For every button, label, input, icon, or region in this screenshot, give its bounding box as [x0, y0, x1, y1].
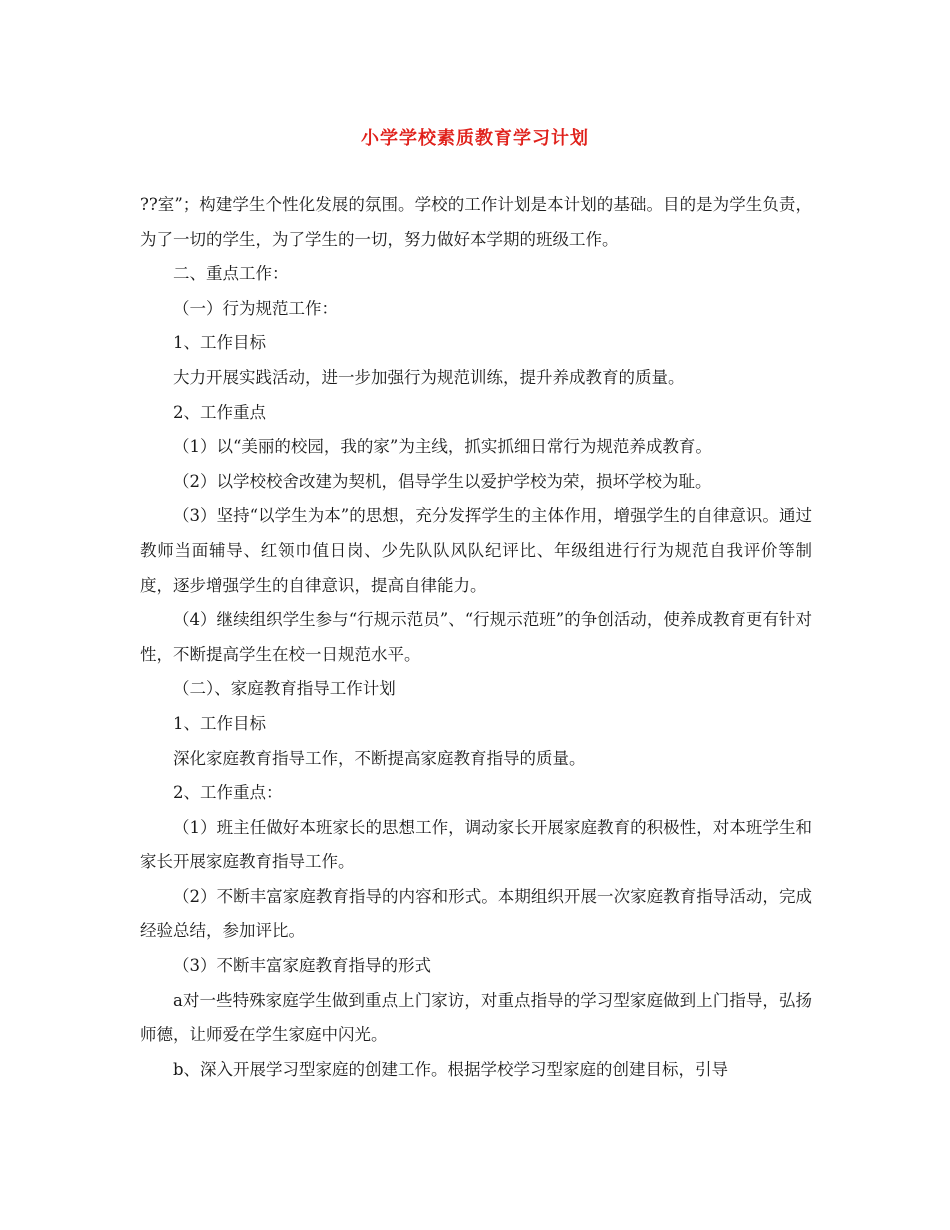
- list-item: （3）坚持“以学生为本”的思想，充分发挥学生的主体作用，增强学生的自律意识。通过教师当面辅导、红领巾值日岗、少先队队风队纪评比、年级组进行行为规范自我评价等制度，逐步增强学生的自律意识，提高自律能力。: [140, 506, 812, 595]
- document-body: [140, 188, 812, 1087]
- list-item: b、深入开展学习型家庭的创建工作。根据学校学习型家庭的创建目标，引导: [173, 1059, 729, 1079]
- item-heading: 2、工作重点：: [173, 783, 283, 803]
- document-title: 小学学校素质教育学习计划: [361, 128, 589, 149]
- item-heading: 1、工作目标: [173, 713, 266, 733]
- paragraph: ??室”；构建学生个性化发展的氛围。学校的工作计划是本计划的基础。目的是为学生负责，为了一切的学生，为了学生的一切，努力做好本学期的班级工作。: [140, 195, 812, 249]
- list-item: （1）班主任做好本班家长的思想工作，调动家长开展家庭教育的积极性，对本班学生和家长开展家庭教育指导工作。: [140, 817, 812, 872]
- section-heading: 二、重点工作：: [173, 264, 289, 284]
- list-item: （3）不断丰富家庭教育指导的形式: [173, 956, 431, 976]
- paragraph: 大力开展实践活动，进一步加强行为规范训练，提升养成教育的质量。: [173, 367, 685, 387]
- list-item: （2）以学校校舍改建为契机，倡导学生以爱护学校为荣，损坏学校为耻。: [173, 471, 712, 491]
- list-item: （1）以“美丽的校园，我的家”为主线，抓实抓细日常行为规范养成教育。: [173, 437, 712, 457]
- subsection-heading: （二）、家庭教育指导工作计划: [173, 679, 396, 699]
- list-item: a对一些特殊家庭学生做到重点上门家访，对重点指导的学习型家庭做到上门指导，弘扬师德，让师爱在学生家庭中闪光。: [140, 990, 812, 1045]
- list-item: （2）不断丰富家庭教育指导的内容和形式。本期组织开展一次家庭教育指导活动，完成经验总结，参加评比。: [140, 886, 812, 941]
- item-heading: 2、工作重点: [173, 402, 266, 422]
- list-item: （4）继续组织学生参与“行规示范员”、“行规示范班”的争创活动，使养成教育更有针对性，不断提高学生在校一日规范水平。: [140, 610, 812, 664]
- paragraph: 深化家庭教育指导工作，不断提高家庭教育指导的质量。: [173, 748, 586, 768]
- item-heading: 1、工作目标: [173, 333, 266, 353]
- subsection-heading: （一）行为规范工作：: [173, 298, 338, 318]
